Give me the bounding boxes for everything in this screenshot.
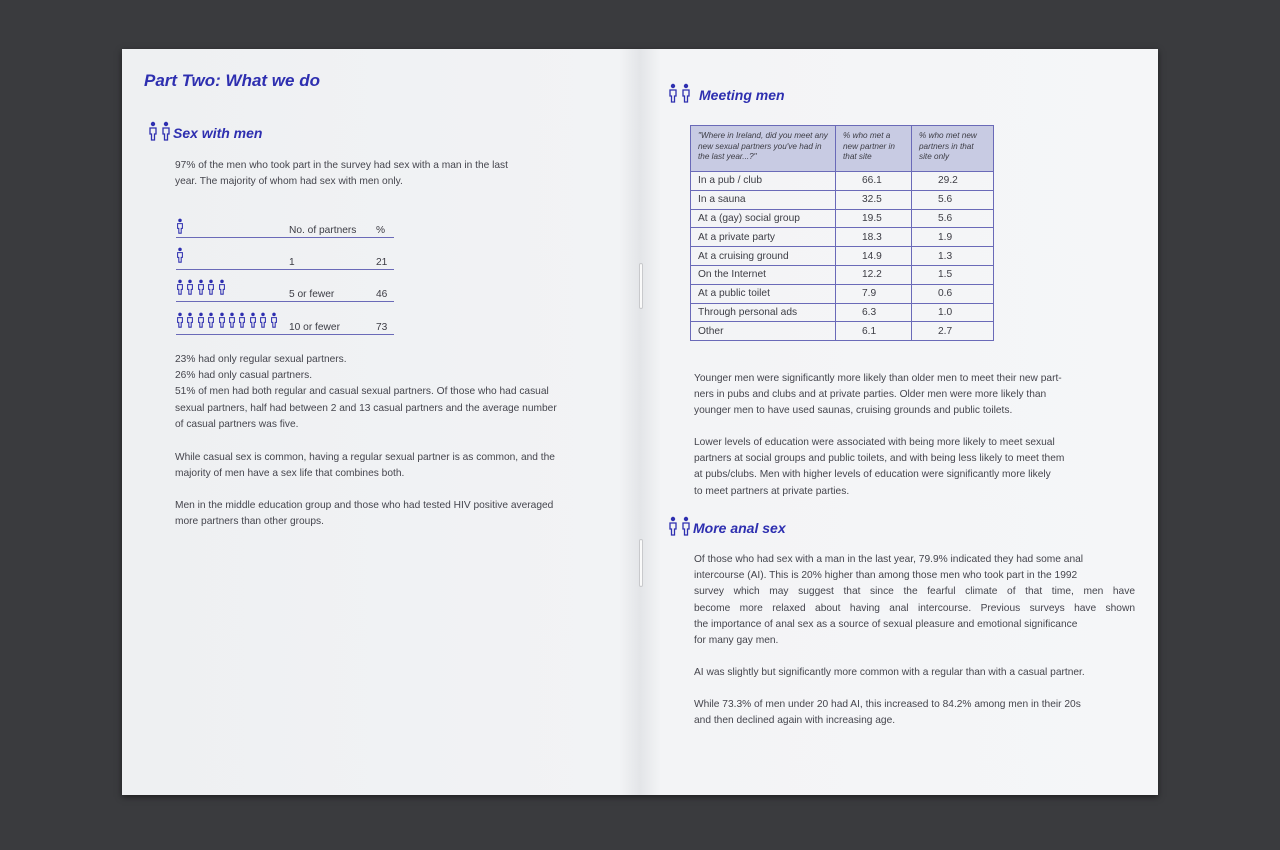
man-icon [176, 279, 184, 298]
education-paragraph [175, 498, 553, 530]
text-line: become more relaxed about having anal intercourse. Previous surveys have shown [694, 602, 1135, 614]
man-icon [176, 312, 184, 331]
table-cell: 1.5 [912, 265, 994, 284]
table-cell: 29.2 [912, 172, 994, 191]
man-icon [197, 312, 205, 331]
staple-bottom [639, 539, 643, 587]
section-heading-sex-with-men [148, 121, 262, 141]
part-title: Part Two: What we do [144, 71, 320, 90]
table-cell: 66.1 [836, 172, 912, 191]
table-cell: 5.6 [912, 190, 994, 209]
table-header-row [691, 126, 994, 172]
table-cell: 7.9 [836, 284, 912, 303]
table-cell: 2.7 [912, 322, 994, 341]
casual-sex-paragraph [175, 450, 555, 482]
table-row [691, 303, 994, 322]
section-heading-meeting-men [668, 83, 785, 103]
table-cell: Through personal ads [691, 303, 836, 322]
man-icon [238, 312, 246, 331]
table-cell: 32.5 [836, 190, 912, 209]
table-cell: At a private party [691, 228, 836, 247]
man-icon [249, 312, 257, 331]
table-cell: 18.3 [836, 228, 912, 247]
text-line: Lower levels of education were associated with being more likely to meet sexual [694, 437, 1055, 448]
table-cell: 12.2 [836, 265, 912, 284]
text-line: the importance of anal sex as a source of sexual pleasure and emotional significance [694, 618, 1078, 630]
partners-chart-row [176, 280, 394, 302]
man-icon [197, 279, 205, 298]
age-ai-paragraph [694, 697, 1081, 729]
man-icons [176, 279, 226, 298]
text-line: 26% had only casual partners. [175, 370, 313, 382]
table-cell: In a pub / club [691, 172, 836, 191]
man-icon [207, 279, 215, 298]
age-venue-paragraph [694, 371, 1062, 420]
education-venue-paragraph [694, 435, 1064, 500]
section-title: Meeting men [699, 87, 785, 103]
table-row [691, 190, 994, 209]
row-pct: 46 [376, 289, 388, 300]
text-line: majority of men have a sex life that combines both. [175, 468, 405, 480]
table-row [691, 228, 994, 247]
table-header-met-only-site: % who met new partners in that site only [912, 126, 994, 172]
two-men-icon [148, 121, 171, 141]
man-icon [218, 279, 226, 298]
text-line: more partners than other groups. [175, 516, 324, 528]
text-line: Men in the middle education group and those who had tested HIV positive averaged [175, 500, 554, 511]
partners-chart-row [176, 313, 394, 335]
row-label: 1 [289, 257, 295, 268]
man-icon [176, 218, 184, 234]
section-title: Sex with men [173, 125, 263, 141]
man-icon [270, 312, 278, 331]
meeting-places-table [690, 125, 994, 341]
text-line: 23% had only regular sexual partners. [175, 354, 347, 365]
chart-header-label: No. of partners [289, 225, 357, 236]
intro-paragraph [175, 158, 508, 190]
text-line: to meet partners at private parties. [694, 485, 850, 497]
section-heading-more-anal-sex [668, 516, 786, 536]
man-icon [176, 247, 184, 266]
table-row [691, 265, 994, 284]
table-cell: At a cruising ground [691, 247, 836, 266]
text-line: of casual partners was five. [175, 418, 299, 430]
man-icon [186, 279, 194, 298]
row-pct: 21 [376, 257, 388, 268]
partners-chart-header [176, 216, 394, 238]
text-line: at pubs/clubs. Men with higher levels of education were significantly more likely [694, 469, 1051, 481]
table-cell: 0.6 [912, 284, 994, 303]
man-icons [176, 312, 278, 331]
man-icon [228, 312, 236, 331]
booklet-spread [122, 49, 1158, 795]
table-cell: 5.6 [912, 209, 994, 228]
text-line: sexual partners, half had between 2 and 13 casual partners and the average number [175, 402, 557, 414]
table-row [691, 247, 994, 266]
text-line: younger men to have used saunas, cruising grounds and public toilets. [694, 405, 1013, 417]
table-row [691, 209, 994, 228]
table-cell: 19.5 [836, 209, 912, 228]
table-cell: 6.1 [836, 322, 912, 341]
staple-top [639, 263, 643, 309]
text-line: 51% of men had both regular and casual sexual partners. Of those who had casual [175, 386, 549, 398]
table-cell: Other [691, 322, 836, 341]
text-line: and then declined again with increasing age. [694, 715, 896, 727]
table-cell: 1.0 [912, 303, 994, 322]
text-line: ners in pubs and clubs and at private parties. Older men were more likely than [694, 389, 1047, 401]
man-icon [259, 312, 267, 331]
anal-sex-paragraph [694, 552, 1135, 649]
row-label: 10 or fewer [289, 322, 340, 333]
partners-chart-row [176, 248, 394, 270]
text-line: While 73.3% of men under 20 had AI, this increased to 84.2% among men in their 20s [694, 699, 1081, 710]
two-men-icon [668, 516, 691, 536]
table-cell: 1.9 [912, 228, 994, 247]
table-cell: 14.9 [836, 247, 912, 266]
text-line: Younger men were significantly more likely than older men to meet their new part- [694, 373, 1062, 384]
man-icon [186, 312, 194, 331]
text-line: year. The majority of whom had sex with men only. [175, 176, 403, 188]
man-icons [176, 247, 184, 266]
text-line: 97% of the men who took part in the survey had sex with a man in the last [175, 160, 508, 171]
text-line: While casual sex is common, having a regular sexual partner is as common, and the [175, 452, 555, 463]
partners-paragraph [175, 352, 557, 433]
row-pct: 73 [376, 322, 388, 333]
man-icon [207, 312, 215, 331]
regular-partner-paragraph: AI was slightly but significantly more common with a regular than with a casual partner. [694, 667, 1085, 678]
section-title: More anal sex [693, 520, 786, 536]
table-row [691, 322, 994, 341]
text-line: survey which may suggest that since the fearful climate of that time, men have [694, 586, 1135, 598]
text-line: Of those who had sex with a man in the last year, 79.9% indicated they had some anal [694, 554, 1084, 565]
table-header-met-in-site: % who met a new partner in that site [836, 126, 912, 172]
table-cell: 6.3 [836, 303, 912, 322]
row-label: 5 or fewer [289, 289, 335, 300]
two-men-icon [668, 83, 691, 103]
text-line: intercourse (AI). This is 20% higher than among those men who took part in the 1992 [694, 570, 1078, 582]
table-row [691, 172, 994, 191]
table-cell: 1.3 [912, 247, 994, 266]
text-line: for many gay men. [694, 635, 779, 647]
man-icon [218, 312, 226, 331]
table-cell: In a sauna [691, 190, 836, 209]
table-row [691, 284, 994, 303]
text-line: partners at social groups and public toilets, and with being less likely to meet them [694, 453, 1065, 465]
table-cell: At a public toilet [691, 284, 836, 303]
table-cell: At a (gay) social group [691, 209, 836, 228]
table-header-question: "Where in Ireland, did you meet any new sexual partners you've had in the last year...?" [691, 126, 836, 172]
chart-header-pct: % [376, 225, 386, 236]
table-cell: On the Internet [691, 265, 836, 284]
